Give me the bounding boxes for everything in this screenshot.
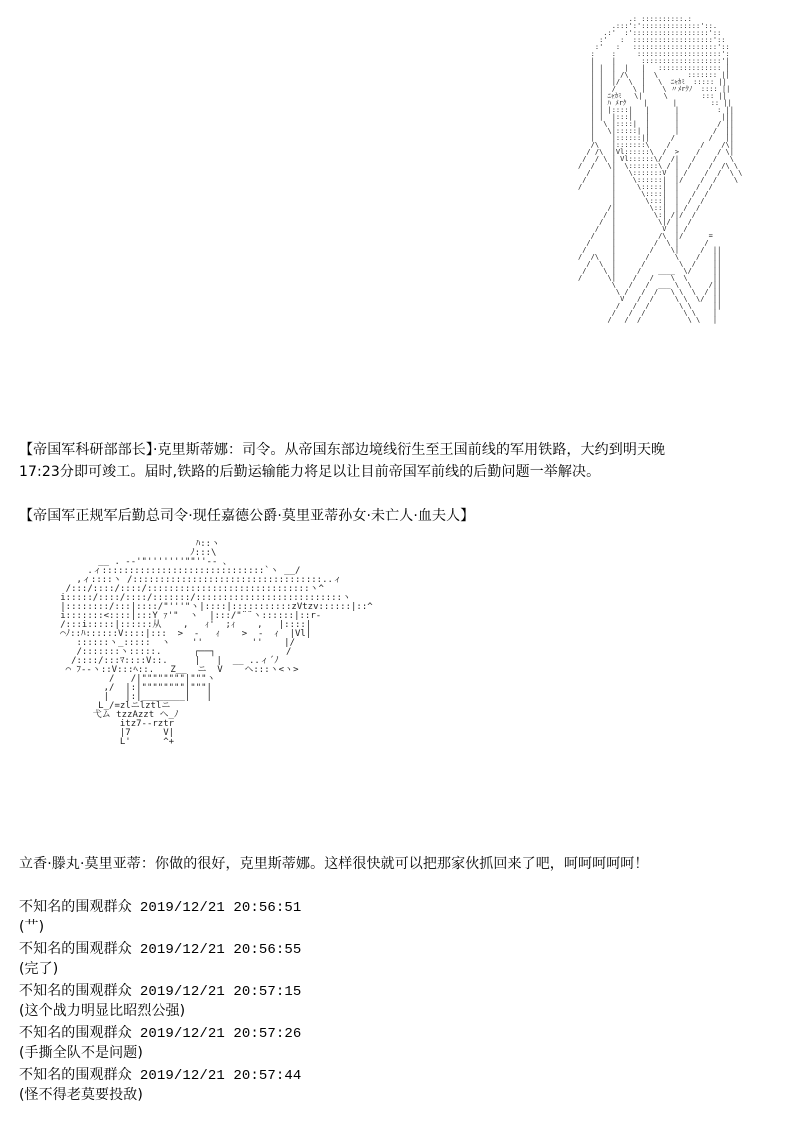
- dialogue-christina-line-1: 【帝国军科研部部长】·克里斯蒂娜：司令。从帝国东部边境线衍生至王国前线的军用铁路，大约到明天晚: [19, 442, 666, 458]
- comment-user: 不知名的围观群众: [19, 1025, 132, 1041]
- dialogue-rikka-line: 立香·滕丸·莫里亚蒂：你做的很好，克里斯蒂娜。这样很快就可以把那家伙抓回来了吧，呵呵呵呵呵！: [19, 856, 649, 872]
- comment-timestamp: 2019/12/21 20:56:55: [139, 942, 302, 958]
- dialogue-christina-line-2: 17:23分即可竣工。届时,铁路的后勤运输能力将足以让目前帝国军前线的后勤问题一举解决。: [19, 464, 601, 480]
- comment-header: [19, 898, 301, 917]
- comment-header: [19, 1066, 301, 1085]
- comment-timestamp: 2019/12/21 20:57:44: [139, 1068, 302, 1084]
- comment-header: [19, 982, 301, 1001]
- comment-text: (手撕全队不是问题): [19, 1045, 143, 1061]
- comment-timestamp: 2019/12/21 20:57:15: [139, 984, 302, 1000]
- ascii-art-girl-portrait: .: ::::::::::.: .:::':'::::::::::::::'::. .:' :'::::::::::::::::::':: :' : :::::::::::::::::::':: :' : ::::::::::::::::::::':: : : ::::::::::::::::::::': | | :::::::::::::::::::'| | | | | | ::::::::::::::: | | | | /\ | \ ::::::: || | | |/ \ | \ ﾆｬｶﾐ ::::: || | | / \ | \ 〃ﾒrｸﾉ :::: || | | ﾆｬｶﾐ \| \ ::: || | | ﾊ ﾒrｸ | | :: || | | |::::| | | : || | | |:::| | | ||| | \ |::::| | | / || | \|:::::| | | / || | |::::::|| / / || /\ |:::::::\ / / /\| / /\ |Vl::::::\ / > / / \| / / \ | Vl::::::\/ /| / / \ / / \| \:::::::\ / | / / /\ \ / | \:::::::V | / / / \ \ / | \::::::| |/ / / \ / | \:::::| | / / | \::::| | / / | \:::| | / / /| \::| | / / / | \:| /|/ / / | \|/ | / / | V | / / | /\ |/ = / | / \ | / / | / \| / || / /\ | / \ / || / \ | / \ / || / \ | / ____ \/ || / \| / / \ \ || \ / / ___ \ \ /|| \ / / / \ \ \ / || V / / \ \ \/ || / / / \ \ || / / / \ \ | / / / \ \ |: [578, 15, 743, 324]
- comment-user: 不知名的围观群众: [19, 983, 132, 999]
- comment-user: 不知名的围观群众: [19, 941, 132, 957]
- comment-user: 不知名的围观群众: [19, 1067, 132, 1083]
- comment-timestamp: 2019/12/21 20:57:26: [139, 1026, 302, 1042]
- comment-header: [19, 1024, 301, 1043]
- comment-text: (完了): [19, 961, 59, 977]
- comment-text: (艹): [19, 919, 45, 935]
- comment-user: 不知名的围观群众: [19, 899, 132, 915]
- comment-header: [19, 940, 301, 959]
- comment-timestamp: 2019/12/21 20:56:51: [139, 900, 302, 916]
- comment-text: (怪不得老莫要投敌): [19, 1087, 143, 1103]
- character-title-heading: 【帝国军正规军后勤总司令·现任嘉德公爵·莫里亚蒂孙女·未亡人·血夫人】: [19, 508, 475, 524]
- ascii-art-chibi-figure: ﾊ::ヽ ﾉ:::\ __ . -‐'"'''''''""''‐- 、 .ィ::::::::::::::::::::::::::::::`ヽ __/ ,ィ::::ヽ /:::::::::::::::::::::::::::::::::::..ィ /:::/::::/::::/::::::::::::::::::::::::::::::ヽ^ i:::::/::::/::::/:::::::/:::::::::::::::::::::::::::ヽ |::::::::/:::|::::/"'''"ヽ|::::|:::::::::::zVtzv::::::|::^ i:::::::<::::|:::Y ｧ'" ヽ |:::/"¨¨ヽ::::::|::r- /:::i:::::|::::::从 , ｨ' ;ｨ , |::::| ⌒ﾉ::ﾊ::::::V::::|::: > - ｨ > - ｨ |Vl| ::::::ヽ_::::: ヽ '' '' |/ /:::::::ヽ:::::. ┌──┐ / /::::/:::ﾏ::::V::. | | __ ..ィ´ﾉ ⌒ ﾌ-‐ヽ::V:::ﾍ::. Z__ ニ V ヘ:::ヽ<ヽ> / /|""""""""|"""ヽ ,/ |:|""""""""|"""| | |:|________| | L_/=zlニlztlニ 弋ム tzzAzzt ヘ_ﾉ itz7‐‐rztr |7 V| L' ^+: [60, 539, 373, 747]
- comment-text: (这个战力明显比昭烈公强): [19, 1003, 186, 1019]
